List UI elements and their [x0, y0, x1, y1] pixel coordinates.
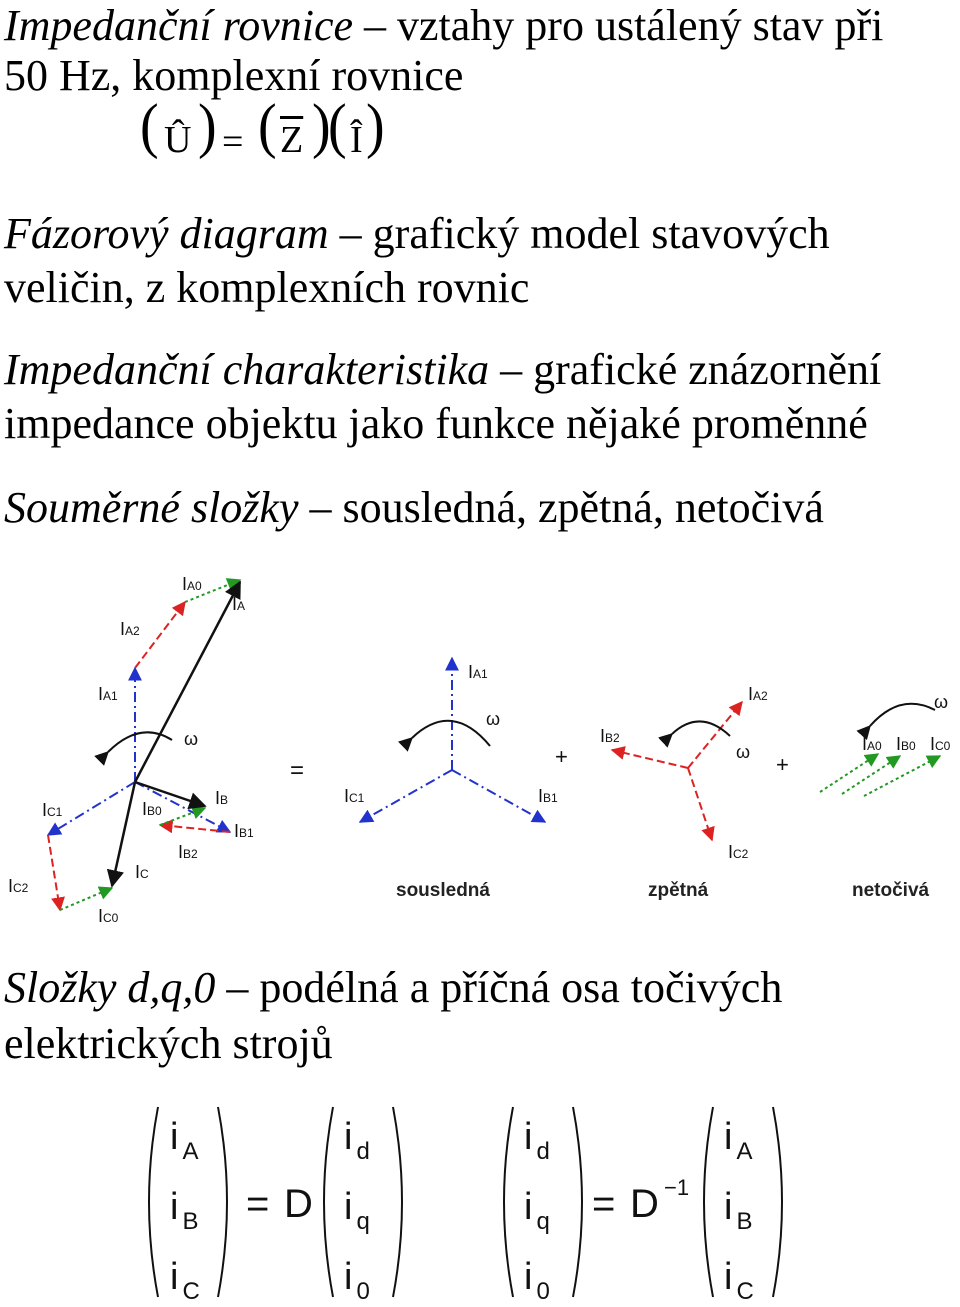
diagram-plus-1: +: [555, 744, 568, 769]
positive-sequence-diagram: [344, 658, 558, 901]
diagram-plus-2: +: [776, 752, 789, 777]
svg-text:iq: i $_q$: [344, 1186, 370, 1235]
symmetrical-components-diagram: [0, 560, 960, 960]
label-ib: IB: [215, 788, 229, 808]
ia-vector: [135, 582, 240, 782]
section-impedance-eq-line1: Impedanční rovnice – vztahy pro ustálený stav při: [4, 1, 884, 50]
svg-text:iC: i $_C$: [170, 1256, 200, 1305]
svg-text:iq: i $_q$: [524, 1186, 550, 1235]
zero-sequence-diagram: [820, 692, 951, 901]
pos-label-ib1: IB1: [538, 786, 558, 806]
label-ib0: IB0: [142, 799, 162, 819]
svg-text:iB: i $_B$: [170, 1186, 199, 1235]
vector-idq0-right: [524, 1116, 550, 1305]
negative-sequence-diagram: [600, 684, 768, 901]
ic0-vector: [60, 888, 112, 910]
neg-label-ic2: IC2: [728, 842, 749, 862]
svg-text:i0: i $_0$: [524, 1256, 550, 1305]
svg-text:=: =: [592, 1182, 616, 1226]
section-phasor-line1: Fázorový diagram – grafický model stavových: [4, 209, 830, 258]
composite-diagram: [8, 574, 254, 926]
label-ia2: IA2: [120, 619, 140, 639]
label-ic2: IC2: [8, 876, 29, 896]
svg-text:iC: i $_C$: [724, 1256, 754, 1305]
label-ic1: IC1: [42, 800, 63, 820]
caption-zero: netočivá: [852, 880, 930, 901]
section-symmetric-line1: Souměrné složky – sousledná, zpětná, netočivá: [4, 483, 824, 532]
section-impedance-char-line1: Impedanční charakteristika – grafické znázornění: [4, 345, 882, 394]
svg-text:=: =: [246, 1182, 270, 1226]
zero-label-ib0: IB0: [896, 734, 916, 754]
pos-label-ia1: IA1: [468, 662, 488, 682]
vector-iabc-left: [170, 1116, 200, 1305]
term: Impedanční rovnice: [4, 1, 354, 50]
section-impedance-char-line2: impedance objektu jako funkce nějaké proměnné: [4, 399, 868, 448]
caption-negative: zpětná: [648, 880, 709, 901]
ic-vector: [112, 782, 135, 886]
svg-text:−1: −1: [664, 1175, 690, 1200]
label-ic0: IC0: [98, 906, 119, 926]
section-phasor-line2: veličin, z komplexních rovnic: [4, 263, 530, 312]
svg-text:D: D: [284, 1182, 313, 1226]
ic2-vector: [48, 835, 60, 910]
label-ib2: IB2: [178, 842, 198, 862]
zero-label-ia0: IA0: [862, 734, 882, 754]
section-dq0-line1: Složky d,q,0 – podélná a příčná osa točivých: [4, 963, 783, 1012]
svg-text:id: i $_d$: [344, 1116, 370, 1165]
caption-positive: sousledná: [396, 880, 490, 901]
label-ib1: IB1: [234, 821, 254, 841]
ib0-vector: [160, 808, 205, 825]
svg-text:D: D: [630, 1182, 659, 1226]
section-impedance-eq-line2: 50 Hz, komplexní rovnice: [4, 51, 464, 100]
svg-text:i0: i $_0$: [344, 1256, 370, 1305]
label-ic: IC: [135, 862, 149, 882]
vector-idq0-left: [344, 1116, 370, 1305]
svg-text:iB: i $_B$: [724, 1186, 753, 1235]
zero-label-ic0: IC0: [930, 734, 951, 754]
label-ia0: IA0: [182, 574, 202, 594]
svg-text:iA: i $_A$: [170, 1116, 199, 1165]
section-dq0-line2: elektrických strojů: [4, 1019, 333, 1068]
neg-label-ia2: IA2: [748, 684, 768, 704]
svg-text:ω: ω: [736, 742, 751, 762]
ia2-vector: [135, 602, 185, 668]
svg-text:ω: ω: [934, 692, 949, 712]
neg-label-ib2: IB2: [600, 726, 620, 746]
rotation-arrow: [108, 732, 172, 752]
diagram-equals-sign: =: [290, 757, 305, 784]
label-ia: IA: [232, 594, 246, 614]
dq0-matrix-equations: [0, 1097, 960, 1307]
vector-iabc-right: [724, 1116, 754, 1305]
svg-text:id: i $_d$: [524, 1116, 550, 1165]
svg-text:ω: ω: [486, 709, 501, 729]
svg-text:iA: i $_A$: [724, 1116, 753, 1165]
pos-label-ic1: IC1: [344, 786, 365, 806]
label-ia1: IA1: [98, 684, 118, 704]
label-omega-1: ω: [184, 729, 199, 749]
